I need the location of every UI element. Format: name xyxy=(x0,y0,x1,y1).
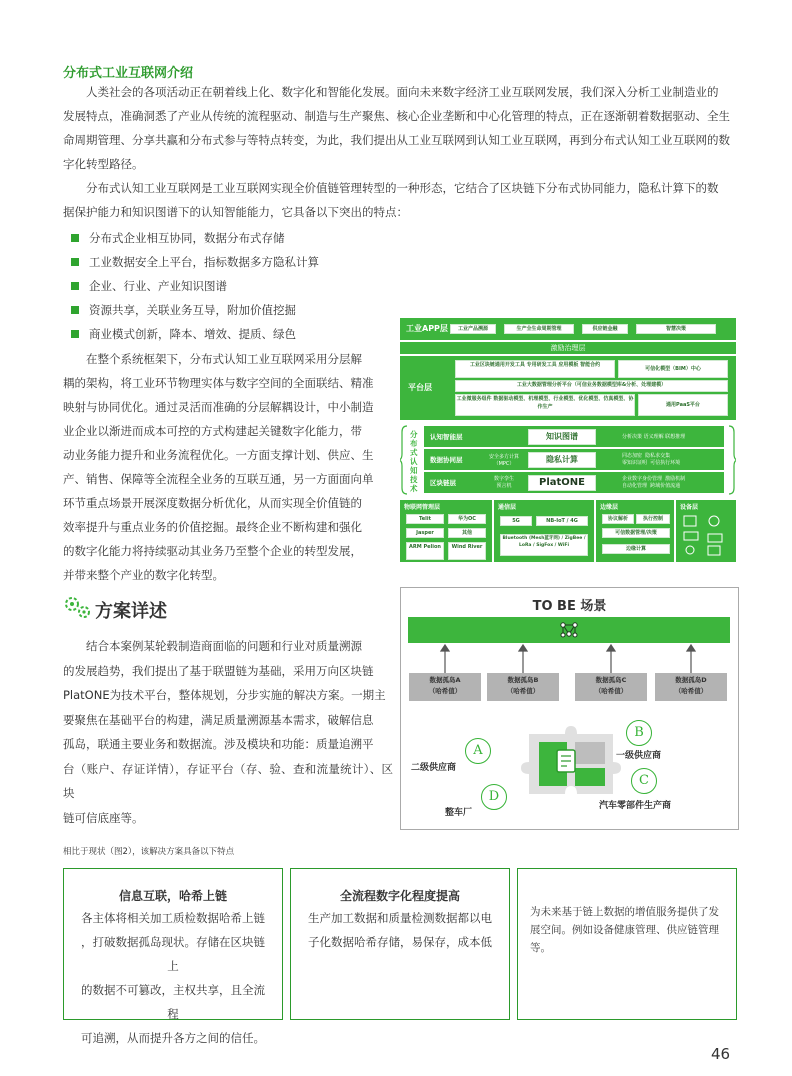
intro-title: 分布式工业互联网介绍 xyxy=(63,66,194,81)
tobe-diagram: TO BE 场景 数据孤岛A （哈希值） 数据孤岛B （哈希值） 数据孤岛C （哈希值） 数据孤岛D （哈希值） A 二级供应商 B 一级供应商 C 汽车零部件生产商 D 整车厂 xyxy=(400,587,739,830)
compare-note: 相比于现状（图2），该解决方案具备以下特点 xyxy=(63,847,235,857)
node-c: C xyxy=(631,768,657,794)
puzzle-icon xyxy=(521,724,621,800)
cog-row: 数据协同层 安全多方计算（MPC） 隐私计算 同态加密 隐私求交集 零知识证明 可信执行环境 xyxy=(424,449,724,470)
intro-paragraph-2: 分布式认知工业互联网是工业互联网实现全价值链管理转型的一种形态，它结合了区块链下分布式协同能力，隐私计算下的数 据保护能力和知识图谱下的认知智能能力，它具备以下突出的特点： xyxy=(63,181,719,219)
intro-paragraph-3: 在整个系统框架下，分布式认知工业互联网采用分层解 耦的架构，将工业环节物理实体与数字空间的全面联结、精准 映射与协同优化。通过灵活而准确的分层解耦设计，中小制造 业企业以渐进而成本可控的方式构建起关键数字化能力，带 动业务能力提升和业务流程优化。一方面支撑计划、供应、生 产、销售、保障等全流程全业务的互联互通，另一方面面向单 环节重点场景开展深度数据分析优化，从而实现全价值链的 效率提升与重点业务的价值挖掘。最终企业不断构建和强化 的数字化能力将持续驱动其业务乃至整个企业的转型发展， 并带来整个产业的数字化转型。 xyxy=(63,352,374,582)
feature-box: 全流程数字化程度提高 生产加工数据和质量检测数据都以电 子化数据哈希存储，易保存，成本低 xyxy=(290,868,510,1020)
platform-layer: 平台层 工业区块链通用开发工具 专用研发工具 应用模板 智能合约 可信化模型（BIM）中心 工业大数据管理分析平台（可信业务数据模型库&分析、处理建模） 工业微服务组件 数据驱动模型、机理模型、行业模型、优化模型、仿真模型、协作生产 通用PaaS平台 xyxy=(400,356,736,420)
feature-bullet-list xyxy=(71,226,319,346)
bullet-square-icon xyxy=(71,282,79,290)
tobe-title: TO BE 场景 xyxy=(532,599,607,614)
feature-box: 为未来基于链上数据的增值服务提供了发 展空间。例如设备健康管理、供应链管理等。 xyxy=(517,868,737,1020)
device-icons xyxy=(682,514,730,558)
cog-row: 认知智能层 知识图谱 分析决策 语义理解 联想推理 xyxy=(424,426,724,447)
data-island: 数据孤岛A （哈希值） xyxy=(409,673,481,701)
edge-layer: 边缘层 协议解析 执行控制 可信数据管理/决策 边缘计算 xyxy=(596,500,674,562)
list-item: 资源共享，关联业务互导，附加价值挖掘 xyxy=(71,298,319,322)
bullet-square-icon xyxy=(71,258,79,266)
feature-box: 信息互联，哈希上链 各主体将相关加工质检数据哈希上链 ，打破数据孤岛现状。存储在区块链上 的数据不可篡改，主权共享，且全流程 可追溯，从而提升各方之间的信任。 xyxy=(63,868,283,1020)
list-item: 工业数据安全上平台，指标数据多方隐私计算 xyxy=(71,250,319,274)
data-island: 数据孤岛C （哈希值） xyxy=(575,673,647,701)
blockchain-bar xyxy=(408,617,730,643)
bullet-square-icon xyxy=(71,234,79,242)
node-b: B xyxy=(626,720,652,746)
section-title: 方案详述 xyxy=(95,601,167,622)
side-label: 分布式认知技术 xyxy=(410,430,418,493)
cognitive-tech-block xyxy=(400,424,736,496)
bullet-square-icon xyxy=(71,330,79,338)
page-number: 46 xyxy=(711,1045,731,1063)
cog-row: 区块链层 数字孪生 预言机 PlatONE 企业数字身份管理 激励机制 自动化管理 跨域价值流通 xyxy=(424,472,724,493)
data-island: 数据孤岛B （哈希值） xyxy=(487,673,559,701)
list-item: 商业模式创新，降本、增效、提质、绿色 xyxy=(71,322,319,346)
platone-logo: PlatONE xyxy=(528,475,596,491)
node-a: A xyxy=(465,738,491,764)
bullet-square-icon xyxy=(71,306,79,314)
upload-arrows xyxy=(401,643,738,675)
data-island: 数据孤岛D （哈希值） xyxy=(655,673,727,701)
gears-icon xyxy=(63,594,93,620)
solution-paragraph: 结合本案例某轮毂制造商面临的问题和行业对质量溯源 的发展趋势，我们提出了基于联盟链为基础，采用万向区块链 PlatONE为技术平台，整体规划，分步实施的解决方案。一期主 要聚焦在基础平台的构建，满足质量溯源基本需求，破解信息 孤岛，联通主要业务和数据流。涉及模块和功能：质量追溯平 台（账户、存证详情），存证平台（存、验、查和流量统计）、区块 链可信底座等。 xyxy=(63,639,393,825)
app-layer: 工业APP层 工业产品溯源 生产全生命周期管理 供应链金融 智慧决策 xyxy=(400,318,736,340)
blockchain-network-icon xyxy=(558,620,580,640)
node-d: D xyxy=(481,784,507,810)
device-layer: 设备层 xyxy=(676,500,736,562)
architecture-diagram xyxy=(400,318,736,562)
communication-layer: 通信层 5G NB-IoT / 4G Bluetooth (Mesh蓝牙网) / ZigBee / LoRa / SigFox / WiFi xyxy=(494,500,594,562)
list-item: 分布式企业相互协同，数据分布式存储 xyxy=(71,226,319,250)
intro-paragraph-1: 人类社会的各项活动正在朝着线上化、数字化和智能化发展。面向未来数字经济工业互联网发展，我们深入分析工业制造业的 发展特点，准确洞悉了产业从传统的流程驱动、制造与生产聚焦、核心企业垄断和中心化管理的特点，正在逐渐朝着数据驱动、全生 命周期管理、分享共赢和分布式参与等特点转变，为此，我们提出从工业互联网到认知工业互联网，再到分布式认知工业互联网的数 字化转型路径。 xyxy=(63,85,730,171)
list-item: 企业、行业、产业知识图谱 xyxy=(71,274,319,298)
iot-management-layer: 物联网管理层 Telit 华为OC Jasper 其他 ARM Pelion Wind River xyxy=(400,500,492,562)
incentive-layer: 激励治理层 xyxy=(400,342,736,354)
